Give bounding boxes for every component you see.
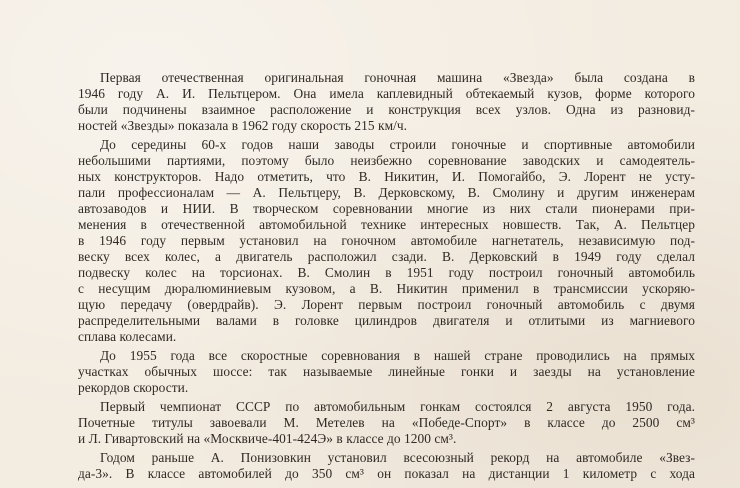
text-line: да-3». В классе автомобилей до 350 см³ он показал на дистанции 1 километр с хода — [78, 466, 695, 481]
text-line: До середины 60-х годов наши заводы строили гоночные и спортивные автомобили — [100, 137, 695, 152]
text-line: подвеску колес на торсионах. В. Смолин в 1951 году построил гоночный автомобиль — [78, 265, 695, 280]
text-line: Первый чемпионат СССР по автомобильным гонкам состоялся 2 августа 1950 года. — [100, 399, 695, 414]
text-line: пали профессионалам — А. Пельтцеру, В. Дерковскому, В. Смолину и другим инженерам — [78, 185, 695, 200]
text-line: щую передачу (овердрайв). Э. Лорент первым построил гоночный автомобиль с двумя — [78, 297, 695, 312]
text-line: распределительными валами в головке цилиндров двигателя и отлитыми из магниевого — [78, 313, 695, 328]
text-line: были подчинены взаимное расположение и конструкция всех узлов. Одна из разновид- — [78, 102, 695, 117]
text-line: Годом раньше А. Понизовкин установил всесоюзный рекорд на автомобиле «Звез- — [100, 450, 695, 465]
text-line: До 1955 года все скоростные соревнования в нашей стране проводились на прямых — [100, 348, 695, 363]
text-line: небольшими партиями, поэтому было неизбежно соревнование заводских и самодеятель- — [78, 153, 695, 168]
paragraph — [78, 70, 695, 134]
text-line: в 1946 году первым установил на гоночном автомобиле нагнетатель, независимую под- — [78, 233, 695, 248]
text-line: Первая отечественная оригинальная гоночная машина «Звезда» была создана в — [100, 70, 695, 85]
text-line: участках обычных шоссе: так называемые линейные гонки и заезды на установление — [78, 364, 695, 379]
text-line: ностей «Звезды» показала в 1962 году скорость 215 км/ч. — [78, 118, 408, 133]
text-line: сплава колесами. — [78, 329, 177, 344]
text-line: рекордов скорости. — [78, 380, 189, 395]
text-line: и Л. Гивартовский на «Москвиче-401-424Э» в классе до 1200 см³. — [78, 431, 457, 446]
text-line: ных конструкторов. Надо отметить, что В. Никитин, И. Помогайбо, Э. Лорент не усту- — [78, 169, 695, 184]
text-line: автозаводов и НИИ. В творческом соревновании многие из них стали пионерами при- — [78, 201, 695, 216]
paragraph — [78, 450, 695, 482]
paragraph — [78, 348, 695, 396]
paragraph — [78, 137, 695, 345]
text-line: Почетные титулы завоевали М. Метелев на «Победе-Спорт» в классе до 2500 см³ — [78, 415, 695, 430]
text-line: менения в отечественной автомобильной технике интересных новшеств. Так, А. Пельтцер — [78, 217, 695, 232]
text-line: с несущим дюралюминиевым кузовом, а В. Никитин применил в трансмиссии ускоряю- — [78, 281, 695, 296]
body-text — [78, 70, 695, 482]
text-line: 1946 году А. И. Пельтцером. Она имела каплевидный обтекаемый кузов, форме которого — [78, 86, 695, 101]
text-line: веску всех колес, а двигатель расположил сзади. В. Дерковский в 1949 году сделал — [78, 249, 695, 264]
paragraph — [78, 399, 695, 447]
